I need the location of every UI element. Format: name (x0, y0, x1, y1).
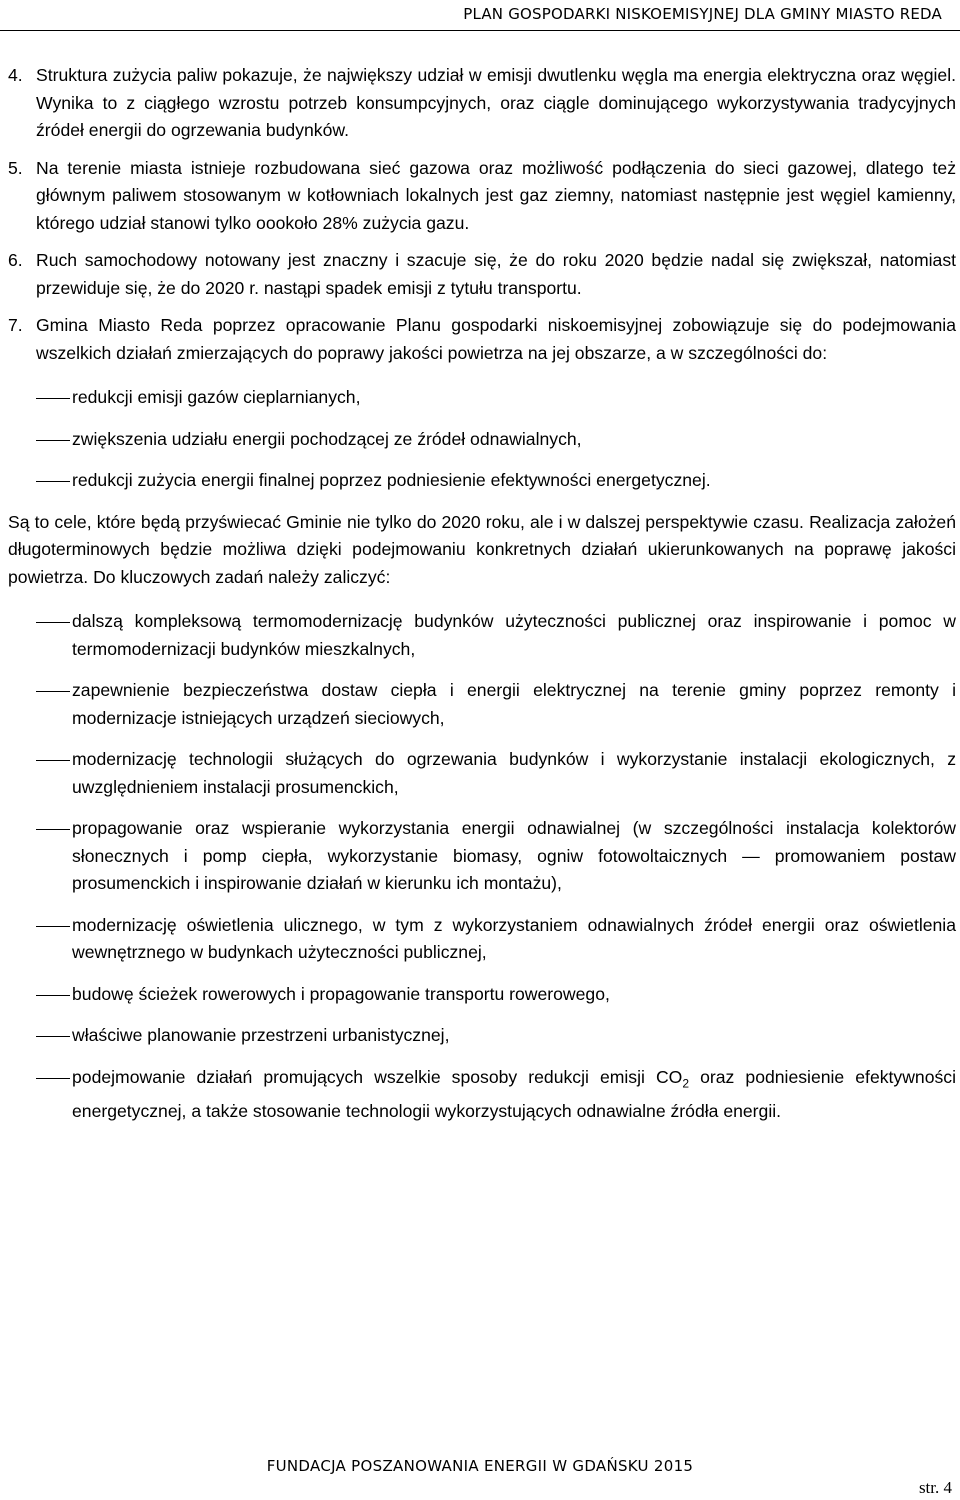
dash-bullet-icon (8, 981, 44, 1009)
item-number: 5. (8, 157, 23, 178)
list-item-text: modernizację technologii służących do ogrzewania budynków i wykorzystanie instalacji ekologicznych, z uwzględnieniem instalacji prosumenckich, (72, 749, 956, 797)
list-item-text (72, 1064, 956, 1126)
item-text: Ruch samochodowy notowany jest znaczny i szacuje się, że do roku 2020 będzie nadal się zwiększał, natomiast przewiduje się, że do 2020 r. nastąpi spadek emisji z tytułu transportu. (36, 250, 956, 298)
footer-organization: FUNDACJA POSZANOWANIA ENERGII W GDAŃSKU 2015 (266, 1457, 694, 1475)
header-divider (0, 30, 960, 31)
list-item-text: dalszą kompleksową termomodernizację budynków użyteczności publicznej oraz inspirowanie i pomoc w termomodernizacji budynków mieszkalnych, (72, 611, 956, 659)
list-item (8, 1022, 956, 1050)
list-item-text: redukcji emisji gazów cieplarnianych, (72, 387, 361, 407)
numbered-item-6 (8, 247, 956, 302)
list-item (8, 746, 956, 801)
list-item (8, 426, 956, 454)
tasks-list (8, 608, 956, 1125)
item-text: Struktura zużycia paliw pokazuje, że największy udział w emisji dwutlenku węgla ma energia elektryczna oraz węgiel. Wynika to z ciągłego wzrostu potrzeb konsumpcyjnych, oraz ciągle dominującego wykorzystywania tradycyjnych źródeł energii do ogrzewania budynków. (36, 65, 956, 140)
list-item (8, 912, 956, 967)
page-number: str. 4 (918, 1478, 952, 1497)
list-item (8, 1064, 956, 1126)
item-text: Gmina Miasto Reda poprzez opracowanie Planu gospodarki niskoemisyjnej zobowiązuje się do podejmowania wszelkich działań zmierzających do poprawy jakości powietrza na jej obszarze, a w szczególności do: (36, 315, 956, 363)
item-number: 7. (8, 315, 23, 335)
list-item-text: propagowanie oraz wspieranie wykorzystania energii odnawialnej (w szczególności instalacja kolektorów słonecznych i pomp ciepła, wykorzystanie biomasy, ogniw fotowoltaicznych — promowaniem postaw prosumenckich i inspirowanie działań w kierunku ich montażu), (72, 818, 956, 893)
item-number: 6. (8, 250, 23, 270)
list-item (8, 677, 956, 732)
co2-subscript: 2 (682, 1076, 690, 1091)
list-item-text: właściwe planowanie przestrzeni urbanistycznej, (72, 1025, 450, 1045)
numbered-item-7 (8, 312, 956, 367)
dash-bullet-icon (8, 608, 44, 663)
dash-bullet-icon (8, 467, 44, 495)
list-item (8, 815, 956, 898)
list-item-text: zwiększenia udziału energii pochodzącej ze źródeł odnawialnych, (72, 428, 582, 449)
dash-bullet-icon (8, 912, 44, 967)
document-body (8, 62, 956, 1139)
list-item-text: zapewnienie bezpieczeństwa dostaw ciepła i energii elektrycznej na terenie gminy poprzez remonty i modernizacje istniejących urządzeń sieciowych, (72, 680, 956, 728)
dash-bullet-icon (8, 677, 44, 732)
item-text: Na terenie miasta istnieje rozbudowana sieć gazowa oraz możliwość podłączenia do sieci gazowej, dlatego też głównym paliwem stosowanym w kotłowniach lokalnych jest gaz ziemny, natomiast następnie jest węgiel kamienny, którego udział stanowi tylko oookoło 28% zużycia gazu. (36, 157, 956, 233)
dash-bullet-icon (8, 815, 44, 898)
list-item-text: redukcji zużycia energii finalnej poprzez podniesienie efektywności energetycznej. (72, 470, 711, 490)
goals-list (8, 384, 956, 495)
list-item-text: modernizację oświetlenia ulicznego, w tym z wykorzystaniem odnawialnych źródeł energii oraz oświetlenia wewnętrznego w budynkach użyteczności publicznej, (72, 914, 956, 962)
page-footer (0, 1457, 960, 1475)
page-header (0, 0, 960, 27)
list-item (8, 981, 956, 1009)
list-item (8, 384, 956, 412)
list-item (8, 467, 956, 495)
dash-bullet-icon (8, 1022, 44, 1050)
dash-bullet-icon (8, 426, 44, 454)
dash-bullet-icon (8, 384, 44, 412)
numbered-item-4 (8, 62, 956, 145)
co2-text-after: oraz podniesienie efektywności energetycznej, a także stosowanie technologii wykorzystujących odnawialne źródła energii. (72, 1066, 956, 1121)
list-item-text: budowę ścieżek rowerowych i propagowanie transportu rowerowego, (72, 983, 610, 1004)
co2-text-before: podejmowanie działań promujących wszelkie sposoby redukcji emisji CO (72, 1066, 683, 1087)
header-title: PLAN GOSPODARKI NISKOEMISYJNEJ DLA GMINY MIASTO REDA (463, 4, 942, 23)
summary-paragraph: Są to cele, które będą przyświecać Gminie nie tylko do 2020 roku, ale i w dalszej perspektywie czasu. Realizacja założeń długoterminowych będzie możliwa dzięki podejmowaniu konkretnych działań ukierunkowanych na poprawę jakości powietrza. Do kluczowych zadań należy zaliczyć: (8, 511, 956, 587)
numbered-item-5 (8, 155, 956, 238)
list-item (8, 608, 956, 663)
dash-bullet-icon (8, 1064, 44, 1126)
item-number: 4. (8, 65, 23, 85)
dash-bullet-icon (8, 746, 44, 801)
